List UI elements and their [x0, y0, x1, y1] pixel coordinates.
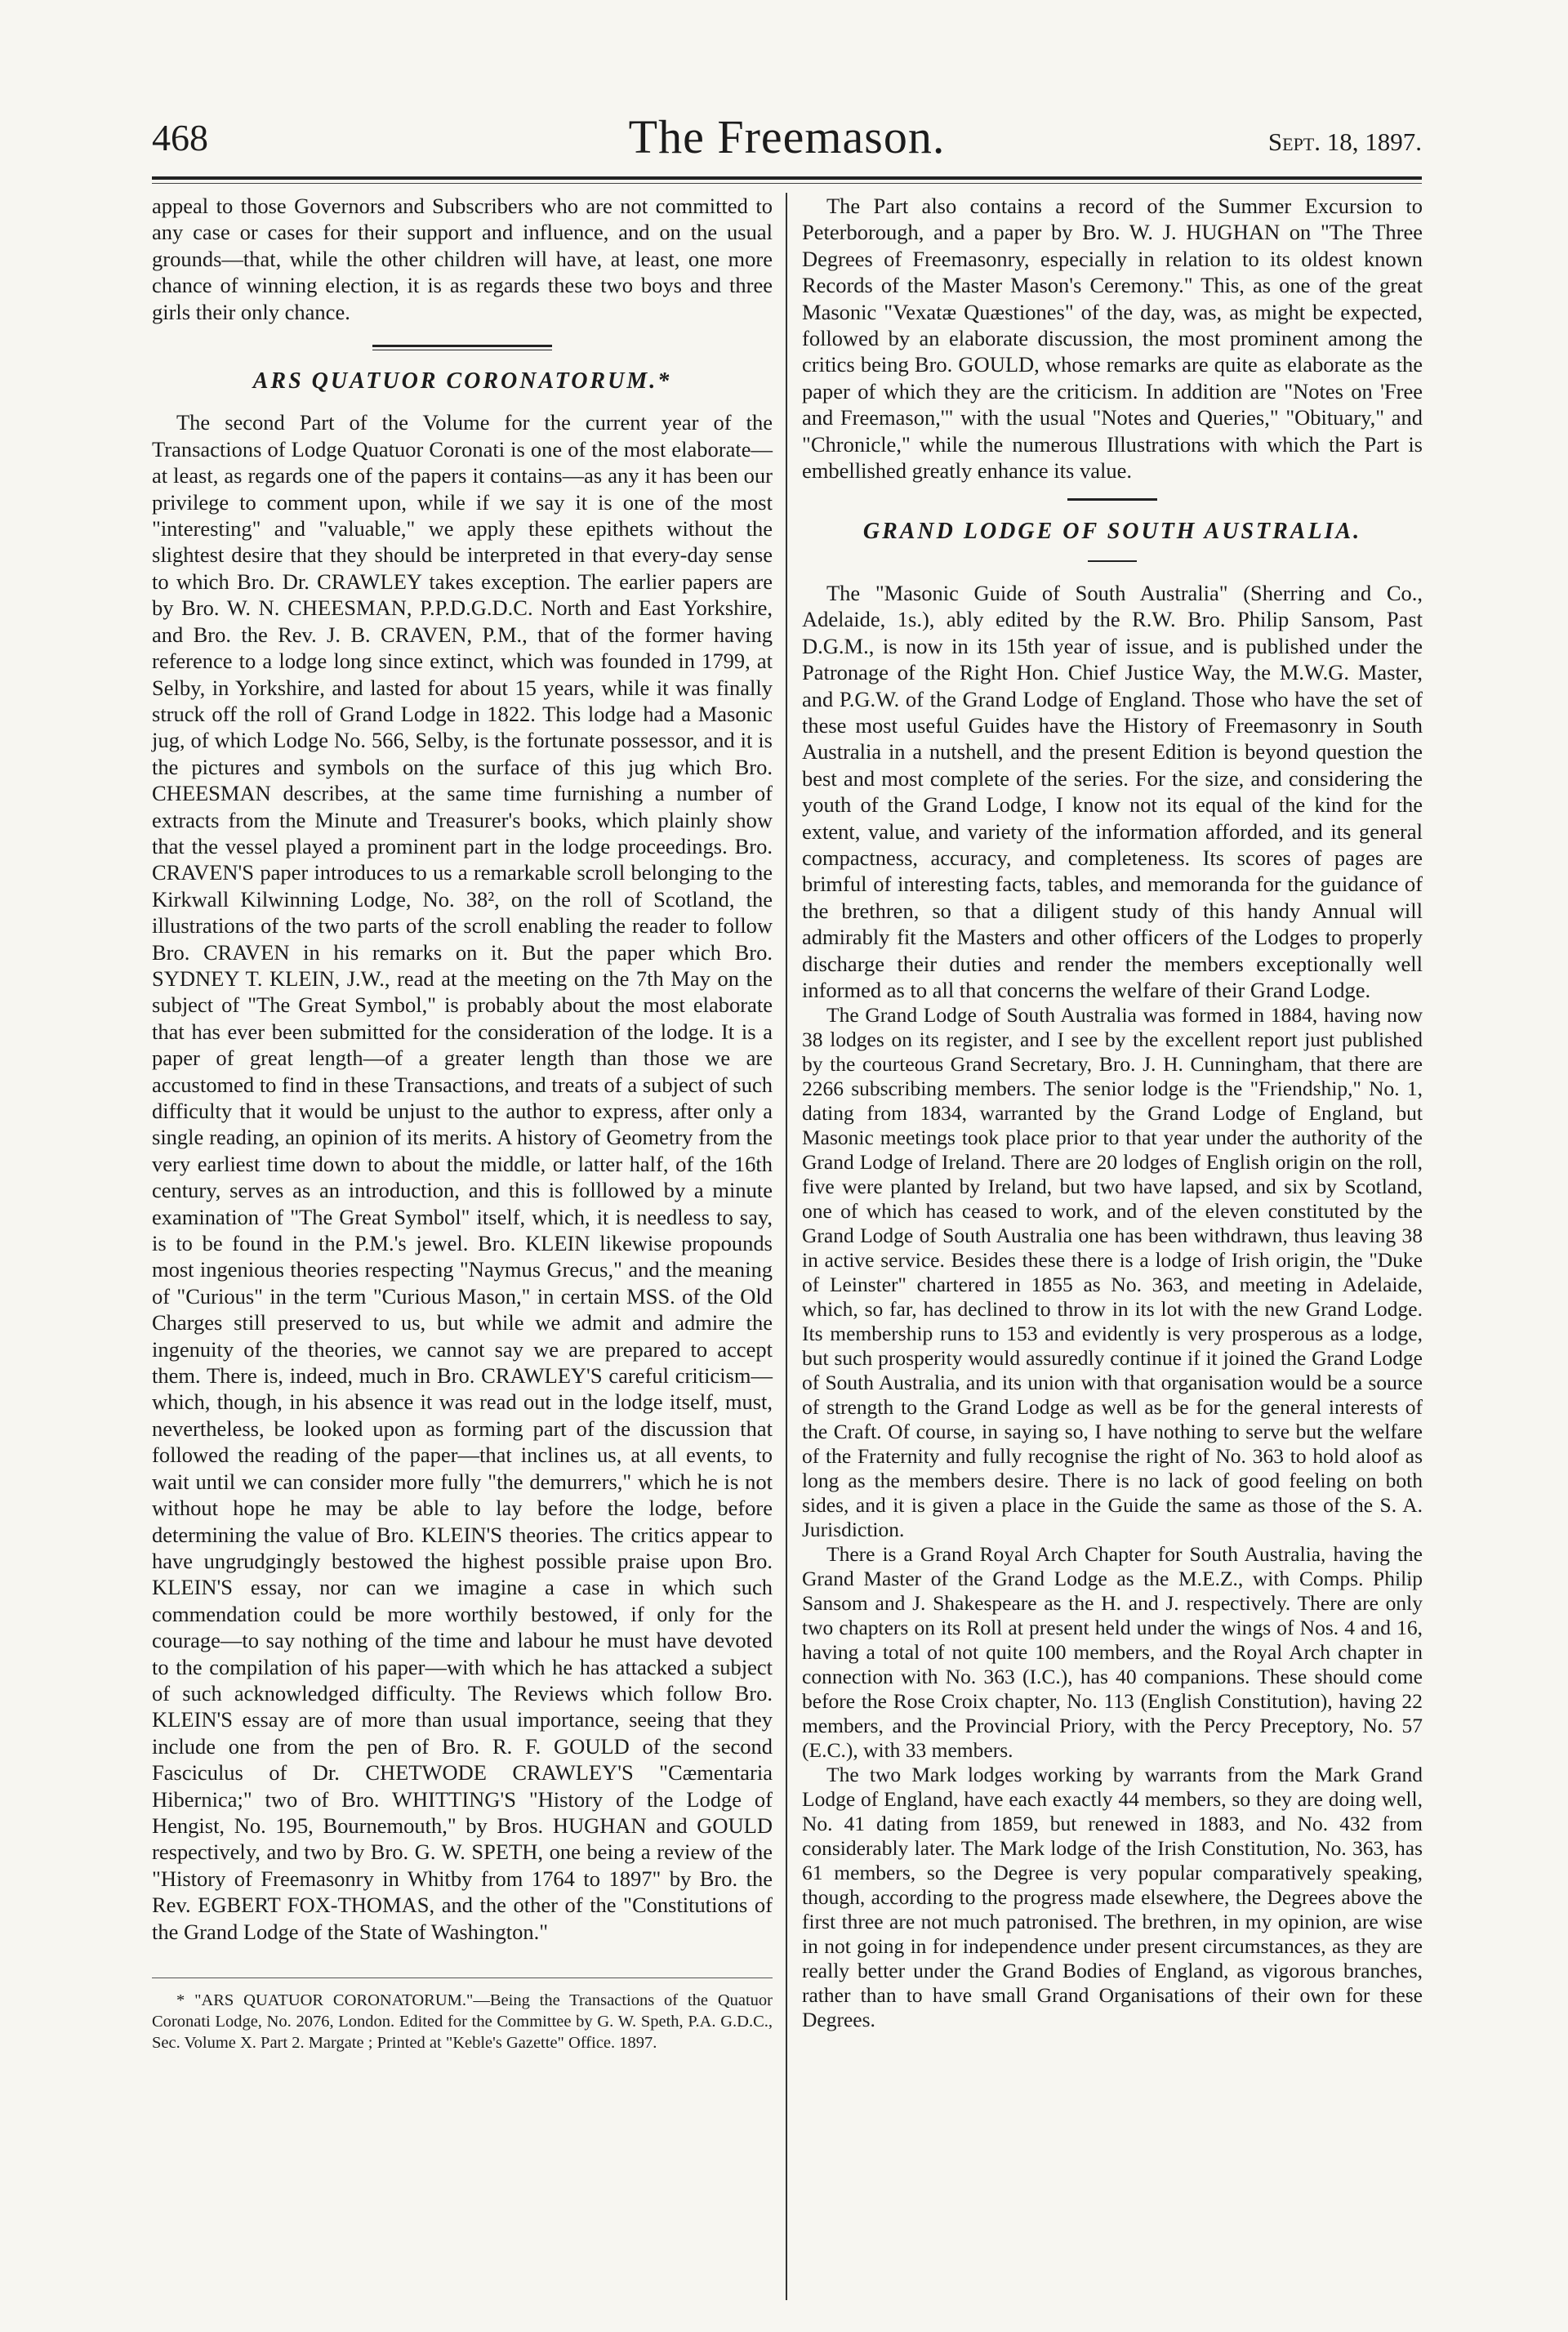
article-heading-south-australia: GRAND LODGE OF SOUTH AUSTRALIA.	[862, 519, 1362, 545]
article-heading-ars: ARS QUATUOR CORONATORUM.*	[252, 368, 672, 395]
footnote: * "ARS QUATUOR CORONATORUM."—Being the Transactions of the Quatuor Coronati Lodge, No. 2076, London. Edited for the Committee by G. W. Speth, P.A. G.D.C., Sec. Volume X. Part 2. Margate ; Printed at "Keble's Gazette" Office. 1897.	[152, 1991, 773, 2052]
heading-rule	[1088, 560, 1137, 562]
newspaper-title: The Freemason.	[628, 110, 946, 163]
continuation-paragraph: The Part also contains a record of the Summer Excursion to Peterborough, and a paper by Bro. W. J. HUGHAN on "The Three Degrees of Freemasonry, especially in relation to its oldest known Records of the Master Mason's Ceremony." This, as one of the great Masonic "Vexatæ Quæstiones" of the day, was, as might be expected, followed by an elaborate discussion, the most prominent among the critics being Bro. GOULD, whose remarks are quite as elaborate as the paper of which they are the criticism. In addition are "Notes on 'Free and Freemason,'" with the usual "Notes and Queries," "Obituary," and "Chronicle," while the numerous Illustrations with which the Part is embellished greatly enhance its value.	[802, 194, 1423, 484]
masthead	[152, 106, 1422, 163]
article-body-ars: The second Part of the Volume for the current year of the Transactions of Lodge Quatuor Coronati is one of the most elaborate—at least, as regards one of the papers it contains—as any it has been our privilege to comment upon, while if we say it is one of the most "interesting" and "valuable," we apply these epithets without the slightest desire that they should be interpreted in that every-day sense to which Bro. Dr. CRAWLEY takes exception. The earlier papers are by Bro. W. N. CHEESMAN, P.P.D.G.D.C. North and East Yorkshire, and Bro. the Rev. J. B. CRAVEN, P.M., that of the former having reference to a lodge long since extinct, which was founded in 1799, at Selby, in Yorkshire, and lasted for about 15 years, while it was finally struck off the roll of Grand Lodge in 1822. This lodge had a Masonic jug, of which Lodge No. 566, Selby, is the fortunate possessor, and it is the pictures and symbols on the surface of this jug which Bro. CHEESMAN describes, at the same time furnishing a number of extracts from the Minute and Treasurer's books, which plainly show that the vessel played a prominent part in the lodge proceedings. Bro. CRAVEN'S paper introduces to us a remarkable scroll belonging to the Kirkwall Kilwinning Lodge, No. 38², on the roll of Scotland, the illustrations of the two parts of the scroll enabling the reader to follow Bro. CRAVEN in his remarks on it. But the paper which Bro. SYDNEY T. KLEIN, J.W., read at the meeting on the 7th May on the subject of "The Great Symbol," is probably about the most elaborate that has ever been submitted for the consideration of the lodge. It is a paper of great length—of a greater length than those we are accustomed to find in these Transactions, and treats of a subject of such difficulty that it would be unjust to the author to express, after only a single reading, an opinion of its merits. A history of Geometry from the very earliest time down to about the middle, or latter half, of the 16th century, serves as an introduction, and this is folllowed by a minute examination of "The Great Symbol" itself, which, it is needless to say, is to be found in the P.M.'s jewel. Bro. KLEIN likewise propounds most ingenious theories respecting "Naymus Grecus," and the meaning of "Curious" in the term "Curious Mason," in certain MSS. of the Old Charges still preserved to us, but while we admit and admire the ingenuity of the theories, we cannot say we are prepared to accept them. There is, indeed, much in Bro. CRAWLEY'S careful criticism—which, though, in his absence it was read out in the lodge itself, must, nevertheless, be looked upon as forming part of the discussion that followed the reading of the paper—that inclines us, at all events, to wait until we can consider more fully "the demurrers," which he is not without hope he may be able to lay before the lodge, before determining the value of Bro. KLEIN'S theories. The critics appear to have ungrudgingly bestowed the highest possible praise upon Bro. KLEIN'S essay, nor can we imagine a case in which such commendation could be more worthily bestowed, if only for the courage—to say nothing of the time and labour he must have devoted to the compilation of his paper—with which he has attacked a subject of such acknowledged difficulty. The Reviews which follow Bro. KLEIN'S essay are of more than usual importance, seeing that they include one from the pen of Bro. R. F. GOULD of the second Fasciculus of Dr. CHETWODE CRAWLEY'S "Cæmentaria Hibernica;" two of Bro. WHITTING'S "History of the Lodge of Hengist, No. 195, Bournemouth," by Bros. HUGHAN and GOULD respectively, and two by Bro. G. W. SPETH, one being a review of the "History of Freemasonry in Whitby from 1764 to 1897" by Bro. the Rev. EGBERT FOX-THOMAS, and the other of the "Constitutions of the Grand Lodge of the State of Washington."	[152, 410, 773, 1944]
section-rule	[1067, 498, 1157, 501]
header-rule-thin	[152, 183, 1422, 184]
right-column	[802, 193, 1423, 2032]
sa-paragraph-1: The "Masonic Guide of South Australia" (Sherring and Co., Adelaide, 1s.), ably edited by the R.W. Bro. Philip Sansom, Past D.G.M., is now in its 15th year of issue, and is published under the Patronage of the Right Hon. Chief Justice Way, the M.W.G. Master, and P.G.W. of the Grand Lodge of England. Those who have the set of these most useful Guides have the History of Freemasonry in South Australia in a nutshell, and the present Edition is beyond question the best and most complete of the series. For the size, and considering the youth of the Grand Lodge, I know not its equal of the kind for the extent, value, and variety of the information afforded, and its general compactness, accuracy, and completeness. Its scores of pages are brimful of interesting facts, tables, and memoranda for the guidance of the brethren, so that a diligent study of this handy Annual will admirably fit the Masters and other officers of the Lodges to properly discharge their duties and render the members exceptionally well informed as to all that concerns the welfare of their Grand Lodge.	[802, 580, 1423, 1002]
page-number: 468	[152, 117, 208, 158]
header-rule	[152, 176, 1422, 180]
sa-paragraph-4: The two Mark lodges working by warrants from the Mark Grand Lodge of England, have each exactly 44 members, so they are doing well, No. 41 dating from 1859, but renewed in 1883, and No. 432 from considerably later. The Mark lodge of the Irish Constitution, No. 363, has 61 members, so the Degree is very popular comparatively speaking, though, according to the progress made elsewhere, the Degrees above the first three are not much patronised. The brethren, in my opinion, are wise in not going in for independence under present circumstances, as they are really better under the Grand Bodies of England, as vigorous branches, rather than to have small Grand Organisations of their own for these Degrees.	[802, 1763, 1423, 2032]
sa-paragraph-3: There is a Grand Royal Arch Chapter for South Australia, having the Grand Master of the Grand Lodge as the M.E.Z., with Comps. Philip Sansom and J. Shakespeare as the H. and J. respectively. There are only two chapters on its Roll at present held under the wings of Nos. 4 and 16, having a total of not quite 100 members, and the Royal Arch chapter in connection with No. 363 (I.C.), has 40 companions. These should come before the Rose Croix chapter, No. 113 (English Constitution), having 22 members, and the Provincial Priory, with the Percy Preceptory, No. 57 (E.C.), with 33 members.	[802, 1542, 1423, 1763]
section-rule	[372, 345, 552, 350]
column-divider	[786, 193, 787, 2300]
left-column	[152, 193, 773, 2053]
intro-paragraph: appeal to those Governors and Subscribers who are not committed to any case or cases for their support and influence, and on the usual grounds—that, while the other children will have, at least, one more chance of winning election, it is as regards these two boys and three girls their only chance.	[152, 194, 773, 324]
issue-date: Sept. 18, 1897.	[1267, 127, 1422, 156]
sa-paragraph-2: The Grand Lodge of South Australia was formed in 1884, having now 38 lodges on its register, and I see by the excellent report just published by the courteous Grand Secretary, Bro. J. H. Cunningham, that there are 2266 subscribing members. The senior lodge is the "Friendship," No. 1, dating from 1834, warranted by the Grand Lodge of England, but Masonic meetings took place prior to that year under the authority of the Grand Lodge of Ireland. There are 20 lodges of English origin on the roll, five were planted by Ireland, but two have lapsed, and six by Scotland, one of which has ceased to work, and of the eleven constituted by the Grand Lodge of South Australia one has been withdrawn, thus leaving 38 in active service. Besides these there is a lodge of Irish origin, the "Duke of Leinster" chartered in 1855 as No. 363, and meeting in Adelaide, which, so far, has declined to throw in its lot with the new Grand Lodge. Its membership runs to 153 and evidently is very prosperous as a lodge, but such prosperity would assuredly continue if it joined the Grand Lodge of South Australia, and its union with that organisation would be a source of strength to the Grand Lodge as well as be for the general interests of the Craft. Of course, in saying so, I have nothing to serve but the welfare of the Fraternity and fully recognise the right of No. 363 to hold aloof as long as the members desire. There is no lack of good feeling on both sides, and it is given a place in the Guide the same as those of the S. A. Jurisdiction.	[802, 1003, 1423, 1542]
